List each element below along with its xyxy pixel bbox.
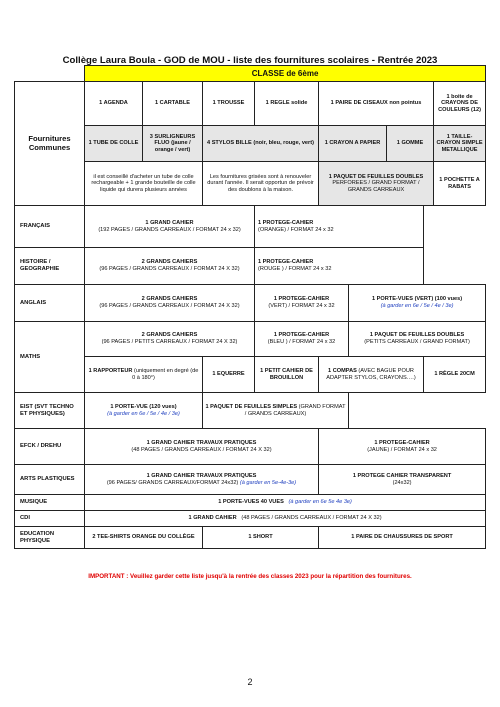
colle-advice-note: il est conseillé d'acheter un tube de colle rechargeable + 1 grande bouteille de colle liquide qui durera plusieurs années: [85, 162, 203, 206]
item-crayons-couleurs: 1 boite de CRAYONS DE COULEURS (12): [434, 82, 486, 126]
class-header-row: [15, 66, 486, 82]
item-tube-colle: 1 TUBE DE COLLE: [85, 126, 143, 162]
document-title: Collège Laura Boula - GOD de MOU - liste des fournitures scolaires - Rentrée 2023: [62, 55, 438, 66]
histoire-cahiers: 2 GRANDS CAHIERS (96 PAGES / GRANDS CARREAUX / FORMAT 24 X 32): [85, 248, 255, 285]
efck-protege-cahier: 1 PROTEGE-CAHIER (JAUNE) / FORMAT 24 x 32: [319, 429, 486, 465]
subject-row-anglais: [15, 285, 486, 322]
maths-paquet-feuilles: 1 PAQUET DE FEUILLES DOUBLES (PETITS CARREAUX / GRAND FORMAT): [349, 322, 486, 357]
subject-row-maths-1: [15, 322, 486, 357]
subject-musique: MUSIQUE: [15, 495, 85, 511]
maths-equerre: 1 EQUERRE: [203, 357, 255, 393]
subject-cdi: CDI: [15, 511, 85, 527]
item-pochette-rabats: 1 POCHETTE A RABATS: [434, 162, 486, 206]
efck-cahier-tp: 1 GRAND CAHIER TRAVAUX PRATIQUES (48 PAGES / GRANDS CARREAUX / FORMAT 24 X 32): [85, 429, 319, 465]
grey-supplies-note: Les fournitures grisées sont à renouveler durant l'année. Il serait opportun de prévoir des doublons à la maison.: [203, 162, 319, 206]
eps-short: 1 SHORT: [203, 527, 319, 549]
arts-protege-cahier: 1 PROTEGE CAHIER TRANSPARENT (24x32): [319, 465, 486, 495]
item-surligneurs: 3 SURLIGNEURS FLUO (jaune / orange / vert): [143, 126, 203, 162]
anglais-porte-vues: 1 PORTE-VUES (VERT) (100 vues) (à garder en 6e / 5e / 4e / 3e): [349, 285, 486, 322]
subject-row-eist: [15, 393, 486, 429]
item-crayon-papier: 1 CRAYON A PAPIER: [319, 126, 387, 162]
subject-row-histoire: [15, 248, 486, 285]
subject-row-arts: [15, 465, 486, 495]
maths-cahiers: 2 GRANDS CAHIERS (96 PAGES / PETITS CARREAUX / FORMAT 24 X 32): [85, 322, 255, 357]
francais-cahier: 1 GRAND CAHIER (192 PAGES / GRANDS CARREAUX / FORMAT 24 x 32): [85, 206, 255, 248]
maths-rapporteur: 1 RAPPORTEUR (uniquement en degré (de 0 à 180°): [85, 357, 203, 393]
histoire-protege-cahier: 1 PROTEGE-CAHIER (ROUGE ) / FORMAT 24 x 32: [255, 248, 424, 285]
fournitures-row-2: [15, 126, 486, 162]
maths-cahier-brouillon: 1 PETIT CAHIER DE BROUILLON: [255, 357, 319, 393]
subject-francais: FRANÇAIS: [15, 206, 85, 248]
item-paquet-feuilles-doubles: 1 PAQUET DE FEUILLES DOUBLES PERFOREES / GRAND FORMAT / GRANDS CARREAUX: [319, 162, 434, 206]
subject-row-efck: [15, 429, 486, 465]
item-agenda: 1 AGENDA: [85, 82, 143, 126]
supplies-table: [14, 65, 486, 549]
fournitures-row-3: [15, 162, 486, 206]
subject-eist: EIST (SVT TECHNO ET PHYSIQUES): [15, 393, 85, 429]
subject-arts-plastiques: ARTS PLASTIQUES: [15, 465, 85, 495]
cdi-cahier: 1 GRAND CAHIER (48 PAGES / GRANDS CARREAUX / FORMAT 24 X 32): [85, 511, 486, 527]
arts-cahier-tp: 1 GRAND CAHIER TRAVAUX PRATIQUES (96 PAGES/ GRANDS CARREAUX/FORMAT 24x32) (à garder en 5e-4e-3e): [85, 465, 319, 495]
maths-protege-cahier: 1 PROTEGE-CAHIER (BLEU ) / FORMAT 24 x 32: [255, 322, 349, 357]
fournitures-communes-label: Fournitures Communes: [15, 82, 85, 206]
item-gomme: 1 GOMME: [387, 126, 434, 162]
eist-paquet-feuilles: 1 PAQUET DE FEUILLES SIMPLES (GRAND FORMAT / GRANDS CARREAUX): [203, 393, 349, 429]
item-stylos-bille: 4 STYLOS BILLE (noir, bleu, rouge, vert): [203, 126, 319, 162]
subject-row-francais: [15, 206, 486, 248]
subject-histoire-geographie: HISTOIRE / GEOGRAPHIE: [15, 248, 85, 285]
subject-row-eps: [15, 527, 486, 549]
page-number: 2: [247, 677, 253, 687]
maths-regle-20cm: 1 RÈGLE 20CM: [424, 357, 486, 393]
subject-education-physique: EDUCATION PHYSIQUE: [15, 527, 85, 549]
important-note: IMPORTANT : Veuillez garder cette liste jusqu'à la rentrée des classes 2023 pour la répartition des fournitures.: [88, 573, 412, 580]
subject-maths: MATHS: [15, 322, 85, 393]
subject-row-cdi: [15, 511, 486, 527]
item-trousse: 1 TROUSSE: [203, 82, 255, 126]
maths-compas: 1 COMPAS (AVEC BAGUE POUR ADAPTER STYLOS, CRAYONS….): [319, 357, 424, 393]
fournitures-row-1: [15, 82, 486, 126]
item-ciseaux: 1 PAIRE DE CISEAUX non pointus: [319, 82, 434, 126]
eps-chaussures: 1 PAIRE DE CHAUSSURES DE SPORT: [319, 527, 486, 549]
subject-row-maths-2: [15, 357, 486, 393]
francais-protege-cahier: 1 PROTEGE-CAHIER (ORANGE) / FORMAT 24 x 32: [255, 206, 424, 248]
eps-tee-shirts: 2 TEE-SHIRTS ORANGE DU COLLÈGE: [85, 527, 203, 549]
subject-efck-drehu: EFCK / DREHU: [15, 429, 85, 465]
anglais-cahiers: 2 GRANDS CAHIERS (96 PAGES / GRANDS CARREAUX / FORMAT 24 X 32): [85, 285, 255, 322]
item-taille-crayon: 1 TAILLE-CRAYON SIMPLE METALLIQUE: [434, 126, 486, 162]
item-cartable: 1 CARTABLE: [143, 82, 203, 126]
musique-porte-vues: 1 PORTE-VUES 40 VUES (à garder en 6e 5e 4e 3e): [85, 495, 486, 511]
anglais-protege-cahier: 1 PROTEGE-CAHIER (VERT) / FORMAT 24 x 32: [255, 285, 349, 322]
eist-porte-vue: 1 PORTE-VUE (120 vues) (à garder en 6e / 5e / 4e / 3e): [85, 393, 203, 429]
item-regle: 1 REGLE solide: [255, 82, 319, 126]
subject-row-musique: [15, 495, 486, 511]
subject-anglais: ANGLAIS: [15, 285, 85, 322]
class-header: CLASSE de 6ème: [85, 66, 486, 82]
